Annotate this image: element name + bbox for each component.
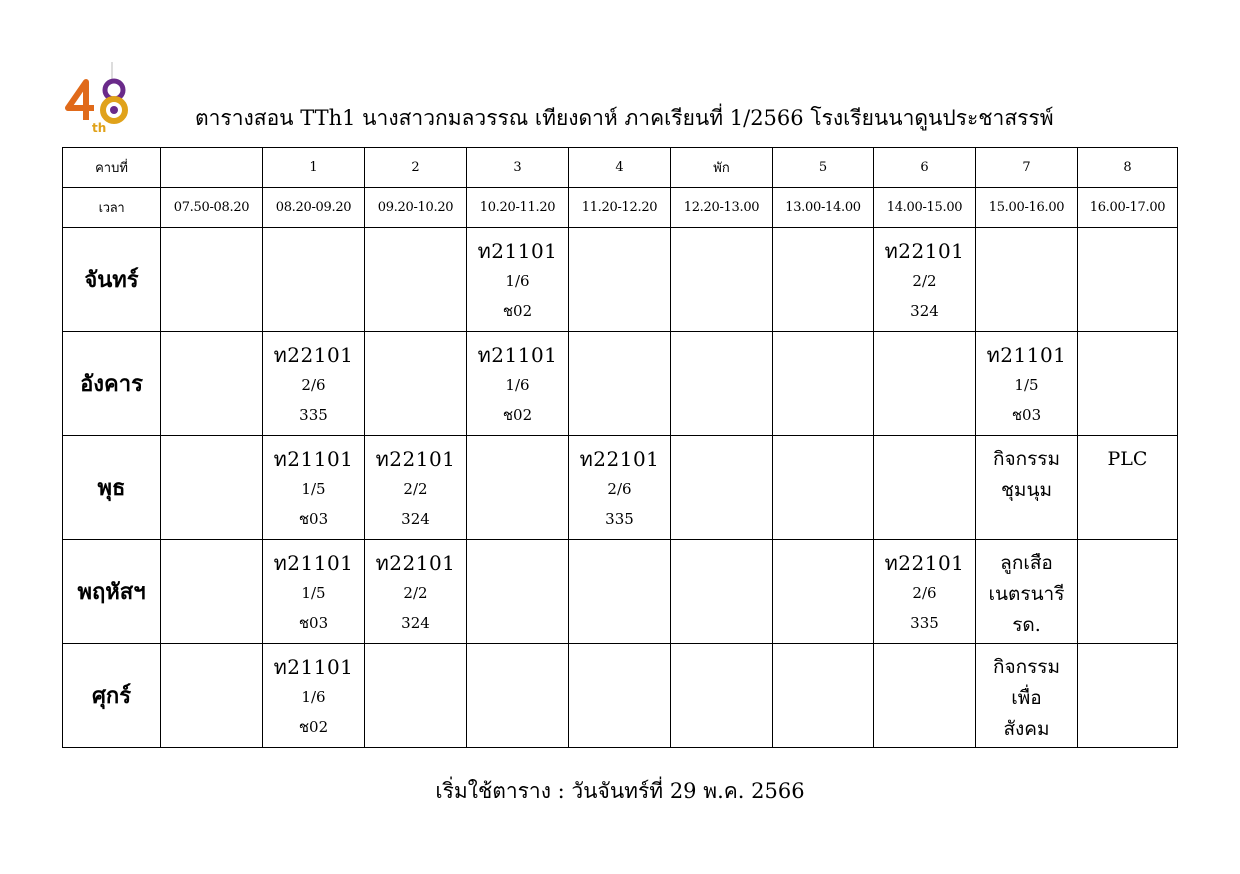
subject-code: ท21101: [477, 343, 558, 367]
timetable-cell: [263, 228, 365, 332]
subject-code: ท21101: [273, 447, 354, 471]
class-level: 1/6: [301, 688, 326, 706]
period-number: 8: [1078, 148, 1178, 188]
period-label: คาบที่: [63, 148, 161, 188]
timetable-cell: [263, 644, 365, 748]
start-date-note: เริ่มใช้ตาราง : วันจันทร์ที่ 29 พ.ค. 2566: [435, 779, 805, 803]
logo-sub: th: [92, 121, 107, 135]
timetable-cell: [773, 540, 874, 644]
day-row: [63, 436, 1178, 540]
activity-text: รด.: [1012, 614, 1041, 636]
activity-text: กิจกรรม: [992, 656, 1061, 678]
timetable-cell: [874, 332, 976, 436]
room-number: 335: [605, 510, 634, 528]
day-name: ศุกร์: [63, 644, 161, 748]
class-level: 2/6: [912, 584, 937, 602]
subject-code: ท22101: [884, 239, 965, 263]
subject-code: ท21101: [477, 239, 558, 263]
timetable-cell: [467, 228, 569, 332]
timetable-cell: [671, 540, 773, 644]
day-name: พุธ: [63, 436, 161, 540]
period-time: 13.00-14.00: [773, 188, 874, 228]
period-time: 15.00-16.00: [976, 188, 1078, 228]
class-level: 2/6: [301, 376, 326, 394]
subject-code: ท21101: [273, 655, 354, 679]
page-title: ตารางสอน TTh1 นางสาวกมลวรรณ เทียงดาห์ ภาคเรียนที่ 1/2566 โรงเรียนนาดูนประชาสรรพ์: [195, 106, 1054, 130]
day-name: พฤหัสฯ: [63, 540, 161, 644]
timetable-cell: [976, 644, 1078, 748]
timetable-cell: [365, 332, 467, 436]
activity-text: ลูกเสือ: [1000, 552, 1053, 574]
timetable-cell: [365, 436, 467, 540]
class-level: 2/2: [403, 480, 428, 498]
class-level: 1/5: [301, 480, 326, 498]
timetable-cell: [467, 540, 569, 644]
timetable-cell: [773, 644, 874, 748]
day-name: จันทร์: [63, 228, 161, 332]
timetable-cell: [874, 644, 976, 748]
period-number: 1: [263, 148, 365, 188]
timetable: [62, 147, 1178, 748]
period-time: 08.20-09.20: [263, 188, 365, 228]
timetable-cell: [976, 228, 1078, 332]
period-time: 09.20-10.20: [365, 188, 467, 228]
timetable-cell: [365, 644, 467, 748]
timetable-cell: [874, 228, 976, 332]
timetable-cell: [161, 436, 263, 540]
room-number: ช02: [502, 406, 533, 424]
timetable-cell: [569, 644, 671, 748]
period-number: 6: [874, 148, 976, 188]
timetable-cell: [671, 332, 773, 436]
room-number: ช03: [298, 614, 329, 632]
room-number: 335: [299, 406, 328, 424]
timetable-cell: [365, 228, 467, 332]
timetable-cell: [263, 332, 365, 436]
timetable-cell: [1078, 436, 1178, 540]
timetable-cell: [773, 332, 874, 436]
timetable-cell: [976, 332, 1078, 436]
day-row: [63, 540, 1178, 644]
activity-text: สังคม: [1003, 718, 1050, 740]
timetable-cell: [569, 228, 671, 332]
activity-text: กิจกรรม: [992, 448, 1061, 470]
period-time: 10.20-11.20: [467, 188, 569, 228]
class-level: 2/2: [912, 272, 937, 290]
timetable-cell: [263, 540, 365, 644]
timetable-cell: [671, 228, 773, 332]
timetable-cell: [874, 436, 976, 540]
class-level: 2/2: [403, 584, 428, 602]
class-level: 1/5: [301, 584, 326, 602]
timetable-cell: [976, 540, 1078, 644]
timetable-cell: [161, 228, 263, 332]
time-label: เวลา: [63, 188, 161, 228]
timetable-cell: [671, 644, 773, 748]
timetable-cell: [161, 332, 263, 436]
period-time: 14.00-15.00: [874, 188, 976, 228]
room-number: ช03: [298, 510, 329, 528]
subject-code: ท21101: [273, 551, 354, 575]
timetable-cell: [569, 332, 671, 436]
period-number: 4: [569, 148, 671, 188]
school-anniversary-logo: [64, 60, 144, 140]
class-level: 1/6: [505, 272, 530, 290]
time-header-row: [63, 188, 1178, 228]
activity-text: เพื่อ: [1011, 687, 1042, 709]
day-row: [63, 228, 1178, 332]
timetable-cell: [467, 436, 569, 540]
room-number: ช03: [1011, 406, 1042, 424]
period-number: [161, 148, 263, 188]
activity-text: เนตรนารี: [988, 583, 1065, 605]
timetable-cell: [569, 540, 671, 644]
timetable-cell: [671, 436, 773, 540]
class-level: 1/5: [1014, 376, 1039, 394]
period-number: 3: [467, 148, 569, 188]
period-time: 11.20-12.20: [569, 188, 671, 228]
room-number: 324: [401, 510, 430, 528]
timetable-cell: [1078, 644, 1178, 748]
subject-code: ท22101: [273, 343, 354, 367]
timetable-cell: [467, 644, 569, 748]
room-number: 324: [401, 614, 430, 632]
day-name: อังคาร: [63, 332, 161, 436]
room-number: ช02: [298, 718, 329, 736]
room-number: 335: [910, 614, 939, 632]
timetable-cell: [1078, 228, 1178, 332]
class-level: 1/6: [505, 376, 530, 394]
subject-code: ท22101: [579, 447, 660, 471]
period-time: 07.50-08.20: [161, 188, 263, 228]
timetable-cell: [976, 436, 1078, 540]
timetable-cell: [569, 436, 671, 540]
class-level: 2/6: [607, 480, 632, 498]
timetable-cell: [773, 436, 874, 540]
timetable-cell: [263, 436, 365, 540]
activity-text: PLC: [1107, 448, 1148, 470]
period-number: 7: [976, 148, 1078, 188]
timetable-cell: [161, 644, 263, 748]
subject-code: ท22101: [375, 447, 456, 471]
period-number: 2: [365, 148, 467, 188]
timetable-cell: [161, 540, 263, 644]
timetable-cell: [365, 540, 467, 644]
period-number: พัก: [671, 148, 773, 188]
day-row: [63, 332, 1178, 436]
period-header-row: [63, 148, 1178, 188]
timetable-cell: [874, 540, 976, 644]
activity-text: ชุมนุม: [1001, 479, 1052, 501]
room-number: ช02: [502, 302, 533, 320]
day-row: [63, 644, 1178, 748]
timetable-cell: [1078, 332, 1178, 436]
period-number: 5: [773, 148, 874, 188]
subject-code: ท21101: [986, 343, 1067, 367]
timetable-cell: [773, 228, 874, 332]
period-time: 16.00-17.00: [1078, 188, 1178, 228]
subject-code: ท22101: [375, 551, 456, 575]
room-number: 324: [910, 302, 939, 320]
timetable-cell: [467, 332, 569, 436]
subject-code: ท22101: [884, 551, 965, 575]
timetable-cell: [1078, 540, 1178, 644]
period-time: 12.20-13.00: [671, 188, 773, 228]
